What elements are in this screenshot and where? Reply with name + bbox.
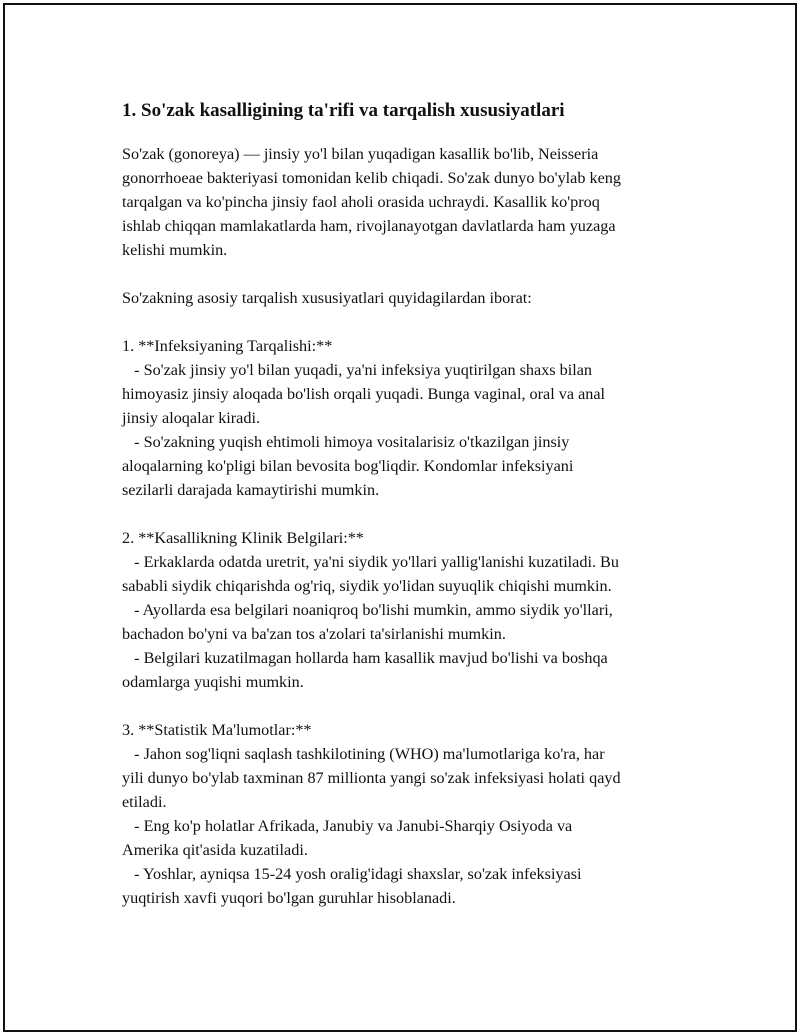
document-body: So'zak (gonoreya) — jinsiy yo'l bilan yuqadigan kasallik bo'lib, Neisseria gonorrhoeae bakteriyasi tomonidan kelib chiqadi. So'zak dunyo bo'ylab keng tarqalgan va ko'pincha jinsiy faol aholi orasida uchraydi. Kasallik ko'proq ishlab chiqqan mamlakatlarda ham, rivojlanayotgan davlatlarda ham yuzaga kelishi mumkin. So'zakning asosiy tarqalish xususiyatlari quyidagilardan iborat: 1. **Infeksiyaning Tarqalishi:** - So'zak jinsiy yo'l bilan yuqadi, ya'ni infeksiya yuqtirilgan shaxs bilan himoyasiz jinsiy aloqada bo'lish orqali yuqadi. Bunga vaginal, oral va anal jinsiy aloqalar kiradi. - So'zakning yuqish ehtimoli himoya vositalarisiz o'tkazilgan jinsiy aloqalarning ko'pligi bilan bevosita bog'liqdir. Kondomlar infeksiyani sezilarli darajada kamaytirishi mumkin. 2. **Kasallikning Klinik Belgilari:** - Erkaklarda odatda uretrit, ya'ni siydik yo'llari yallig'lanishi kuzatiladi. Bu sababli siydik chiqarishda og'riq, siydik yo'lidan suyuqlik chiqishi mumkin. - Ayollarda esa belgilari noaniqroq bo'lishi mumkin, ammo siydik yo'llari, bachadon bo'yni va ba'zan tos a'zolari ta'sirlanishi mumkin. - Belgilari kuzatilmagan hollarda ham kasallik mavjud bo'lishi va boshqa odamlarga yuqishi mumkin. 3. **Statistik Ma'lumotlar:** - Jahon sog'liqni saqlash tashkilotining (WHO) ma'lumotlariga ko'ra, har yili dunyo bo'ylab taxminan 87 millionta yangi so'zak infeksiyasi holati qayd etiladi. - Eng ko'p holatlar Afrikada, Janubiy va Janubi-Sharqiy Osiyoda va Amerika qit'asida kuzatiladi. - Yoshlar, ayniqsa 15-24 yosh oralig'idagi shaxslar, so'zak infeksiyasi yuqtirish xavfi yuqori bo'lgan guruhlar hisoblanadi. <box>122 145 621 907</box>
document-title: 1. So'zak kasalligining ta'rifi va tarqalish xususiyatlari <box>122 100 565 121</box>
page-frame <box>3 3 797 1032</box>
document-content <box>122 98 712 910</box>
